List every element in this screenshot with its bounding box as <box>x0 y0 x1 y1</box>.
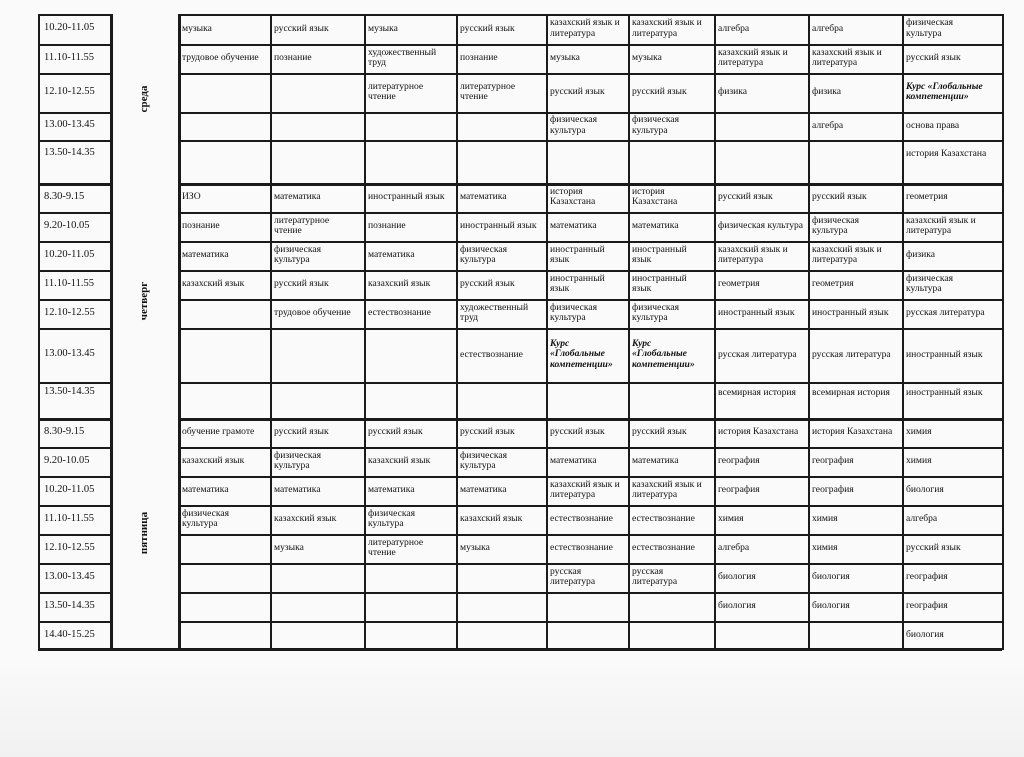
lesson-cell: русская литература <box>718 348 797 360</box>
grid-line <box>178 140 1002 142</box>
lesson-cell: иностранный язык <box>718 307 795 318</box>
lesson-cell: физическая культура <box>906 17 954 39</box>
time-slot: 13.00-13.45 <box>44 570 95 582</box>
lesson-cell: музыка <box>182 22 212 34</box>
time-slot: 11.10-11.55 <box>44 277 94 289</box>
lesson-cell: трудовое обучение <box>182 52 259 63</box>
lesson-cell: обучение грамоте <box>182 426 255 437</box>
lesson-cell: познание <box>182 220 220 231</box>
time-slot: 11.10-11.55 <box>44 512 94 524</box>
lesson-cell: русский язык <box>550 426 605 437</box>
grid-line <box>38 44 110 46</box>
lesson-cell: химия <box>906 426 932 437</box>
grid-line <box>38 563 110 565</box>
lesson-cell: литературное чтение <box>368 536 424 559</box>
grid-line <box>38 382 110 384</box>
lesson-cell: география <box>812 484 854 495</box>
scan-margin <box>0 660 1024 757</box>
lesson-cell: казахский язык <box>368 455 431 466</box>
lesson-cell: Курс «Глобальные компетенции» <box>550 337 613 370</box>
lesson-cell: математика <box>550 220 597 231</box>
lesson-cell: иностранный язык <box>906 348 983 360</box>
grid-line <box>178 476 1002 478</box>
lesson-cell: физическая культура <box>460 449 508 472</box>
lesson-cell: геометрия <box>718 278 760 289</box>
grid-line <box>178 592 1002 594</box>
lesson-cell: литературное чтение <box>460 80 516 103</box>
lesson-cell: казахский язык и литература <box>550 17 620 39</box>
lesson-cell: естествознание <box>460 348 523 360</box>
lesson-cell: физическая культура <box>274 449 322 472</box>
lesson-cell: география <box>906 571 948 582</box>
lesson-cell: казахский язык и литература <box>632 478 702 501</box>
lesson-cell: физическая культура <box>368 507 416 530</box>
time-slot: 10.20-11.05 <box>44 483 95 495</box>
grid-line <box>178 14 1002 16</box>
lesson-cell: география <box>718 484 760 495</box>
lesson-cell: физическая культура <box>906 272 954 295</box>
grid-line <box>364 14 366 650</box>
grid-line <box>38 592 110 594</box>
time-slot: 14.40-15.25 <box>44 628 95 640</box>
lesson-cell: физическая культура <box>550 114 598 136</box>
lesson-cell: физическая культура <box>632 114 680 136</box>
grid-line <box>178 44 1002 46</box>
grid-line <box>38 140 110 142</box>
lesson-cell: русский язык <box>906 52 961 63</box>
lesson-cell: алгебра <box>812 22 844 34</box>
grid-line <box>902 14 904 650</box>
lesson-cell: русский язык <box>274 278 329 289</box>
time-slot: 13.00-13.45 <box>44 348 95 359</box>
lesson-cell: казахский язык и литература <box>812 46 882 69</box>
lesson-cell: математика <box>460 191 507 202</box>
grid-line <box>178 73 1002 75</box>
lesson-cell: математика <box>182 249 229 260</box>
lesson-cell: география <box>718 455 760 466</box>
lesson-cell: казахский язык <box>368 278 431 289</box>
lesson-cell: математика <box>368 484 415 495</box>
time-slot: 10.20-11.05 <box>44 248 95 260</box>
lesson-cell: геометрия <box>812 278 854 289</box>
lesson-cell: физика <box>718 86 748 97</box>
lesson-cell: русская литература <box>906 307 985 318</box>
grid-line <box>628 14 630 650</box>
lesson-cell: художественный труд <box>460 301 529 324</box>
lesson-cell: казахский язык <box>182 455 245 466</box>
lesson-cell: музыка <box>632 52 662 63</box>
lesson-cell: биология <box>812 571 850 582</box>
lesson-cell: основа права <box>906 119 960 131</box>
lesson-cell: история Казахстана <box>632 185 678 208</box>
grid-line <box>546 14 548 650</box>
time-slot: 13.00-13.45 <box>44 119 95 130</box>
lesson-cell: казахский язык и литература <box>718 46 788 69</box>
grid-line <box>178 212 1002 214</box>
lesson-cell: математика <box>274 191 321 202</box>
lesson-cell: русский язык <box>460 278 515 289</box>
time-slot: 12.10-12.55 <box>44 306 95 318</box>
grid-line <box>38 648 1002 651</box>
lesson-cell: музыка <box>460 542 490 553</box>
lesson-cell: музыка <box>274 542 304 553</box>
lesson-cell: всемирная история <box>812 386 890 398</box>
lesson-cell: математика <box>368 249 415 260</box>
lesson-cell: казахский язык и литература <box>550 478 620 501</box>
grid-line <box>110 14 113 650</box>
lesson-cell: биология <box>718 600 756 611</box>
lesson-cell: естествознание <box>632 513 695 524</box>
lesson-cell: география <box>812 455 854 466</box>
lesson-cell: история Казахстана <box>812 426 893 437</box>
time-slot: 13.50-14.35 <box>44 386 95 397</box>
lesson-cell: география <box>906 600 948 611</box>
lesson-cell: математика <box>460 484 507 495</box>
lesson-cell: физическая культура <box>718 220 804 231</box>
lesson-cell: русский язык <box>550 86 605 97</box>
grid-line <box>38 241 110 243</box>
lesson-cell: всемирная история <box>718 386 796 398</box>
lesson-cell: музыка <box>550 52 580 63</box>
lesson-cell: математика <box>632 455 679 466</box>
lesson-cell: математика <box>632 220 679 231</box>
grid-line <box>38 212 110 214</box>
grid-line <box>38 270 110 272</box>
lesson-cell: познание <box>274 52 312 63</box>
lesson-cell: русский язык <box>632 86 687 97</box>
grid-line <box>38 14 40 650</box>
lesson-cell: физическая культура <box>550 301 598 324</box>
lesson-cell: литературное чтение <box>274 214 330 237</box>
lesson-cell: алгебра <box>718 22 750 34</box>
lesson-cell: математика <box>182 484 229 495</box>
grid-line <box>270 14 272 650</box>
lesson-cell: русский язык <box>368 426 423 437</box>
lesson-cell: казахский язык <box>182 278 245 289</box>
lesson-cell: химия <box>812 542 838 553</box>
lesson-cell: казахский язык <box>274 513 337 524</box>
lesson-cell: физика <box>812 86 842 97</box>
lesson-cell: иностранный язык <box>632 272 687 295</box>
grid-line <box>178 418 1002 421</box>
grid-line <box>38 328 110 330</box>
day-label: четверг <box>138 281 150 320</box>
lesson-cell: история Казахстана <box>906 147 987 159</box>
grid-line <box>38 418 110 421</box>
lesson-cell: химия <box>718 513 744 524</box>
lesson-cell: естествознание <box>368 307 431 318</box>
time-slot: 12.10-12.55 <box>44 541 95 553</box>
grid-line <box>178 270 1002 272</box>
grid-line <box>178 563 1002 565</box>
grid-line <box>38 534 110 536</box>
lesson-cell: иностранный язык <box>632 243 687 266</box>
lesson-cell: физика <box>906 249 936 260</box>
lesson-cell: геометрия <box>906 191 948 202</box>
grid-line <box>456 14 458 650</box>
lesson-cell: естествознание <box>550 542 613 553</box>
grid-line <box>178 621 1002 623</box>
lesson-cell: иностранный язык <box>368 191 445 202</box>
lesson-cell: физическая культура <box>182 507 230 530</box>
time-slot: 11.10-11.55 <box>44 51 94 63</box>
lesson-cell: физическая культура <box>812 214 860 237</box>
lesson-cell: иностранный язык <box>812 307 889 318</box>
grid-line <box>38 476 110 478</box>
lesson-cell: алгебра <box>906 513 938 524</box>
lesson-cell: история Казахстана <box>550 185 596 208</box>
lesson-cell: художественный труд <box>368 46 437 69</box>
lesson-cell: казахский язык и литература <box>718 243 788 266</box>
lesson-cell: математика <box>550 455 597 466</box>
lesson-cell: химия <box>812 513 838 524</box>
lesson-cell: иностранный язык <box>460 220 537 231</box>
lesson-cell: русский язык <box>274 22 329 34</box>
grid-line <box>1002 14 1004 650</box>
lesson-cell: биология <box>812 600 850 611</box>
grid-line <box>38 112 110 114</box>
lesson-cell: ИЗО <box>182 191 201 202</box>
lesson-cell: русская литература <box>812 348 891 360</box>
lesson-cell: русский язык <box>906 542 961 553</box>
lesson-cell: биология <box>718 571 756 582</box>
lesson-cell: казахский язык и литература <box>632 17 702 39</box>
lesson-cell: казахский язык и литература <box>906 214 976 237</box>
lesson-cell: трудовое обучение <box>274 307 351 318</box>
lesson-cell: естествознание <box>550 513 613 524</box>
lesson-cell: математика <box>274 484 321 495</box>
grid-line <box>38 299 110 301</box>
grid-line <box>178 328 1002 330</box>
lesson-cell: русский язык <box>274 426 329 437</box>
day-label: пятница <box>138 511 150 555</box>
lesson-cell: русская литература <box>550 565 596 588</box>
grid-line <box>714 14 716 650</box>
grid-line <box>178 382 1002 384</box>
lesson-cell: иностранный язык <box>906 386 983 398</box>
grid-line <box>38 447 110 449</box>
lesson-cell: русская литература <box>632 565 678 588</box>
time-slot: 8.30-9.15 <box>44 425 85 437</box>
lesson-cell: история Казахстана <box>718 426 799 437</box>
lesson-cell: русский язык <box>460 426 515 437</box>
time-slot: 13.50-14.35 <box>44 147 95 158</box>
lesson-cell: физическая культура <box>274 243 322 266</box>
grid-line <box>178 241 1002 243</box>
grid-line <box>178 299 1002 301</box>
time-slot: 12.10-12.55 <box>44 85 95 97</box>
time-slot: 9.20-10.05 <box>44 454 90 466</box>
grid-line <box>178 14 181 650</box>
lesson-cell: литературное чтение <box>368 80 424 103</box>
lesson-cell: русский язык <box>460 22 515 34</box>
lesson-cell: казахский язык <box>460 513 523 524</box>
grid-line <box>178 505 1002 507</box>
lesson-cell: биология <box>906 629 944 640</box>
grid-line <box>38 14 110 16</box>
lesson-cell: Курс «Глобальные компетенции» <box>906 80 983 103</box>
grid-line <box>38 183 110 186</box>
lesson-cell: познание <box>460 52 498 63</box>
time-slot: 8.30-9.15 <box>44 190 85 202</box>
lesson-cell: биология <box>906 484 944 495</box>
time-slot: 10.20-11.05 <box>44 22 95 33</box>
lesson-cell: физическая культура <box>460 243 508 266</box>
grid-line <box>38 621 110 623</box>
grid-line <box>38 73 110 75</box>
lesson-cell: русский язык <box>632 426 687 437</box>
time-slot: 13.50-14.35 <box>44 599 95 611</box>
lesson-cell: алгебра <box>812 119 844 131</box>
day-label: среда <box>138 85 150 112</box>
lesson-cell: химия <box>906 455 932 466</box>
lesson-cell: иностранный язык <box>550 243 605 266</box>
lesson-cell: алгебра <box>718 542 750 553</box>
lesson-cell: казахский язык и литература <box>812 243 882 266</box>
lesson-cell: физическая культура <box>632 301 680 324</box>
lesson-cell: Курс «Глобальные компетенции» <box>632 337 695 370</box>
lesson-cell: музыка <box>368 22 398 34</box>
grid-line <box>178 447 1002 449</box>
time-slot: 9.20-10.05 <box>44 219 90 231</box>
lesson-cell: русский язык <box>718 191 773 202</box>
grid-line <box>808 14 810 650</box>
grid-line <box>178 534 1002 536</box>
lesson-cell: иностранный язык <box>550 272 605 295</box>
lesson-cell: естествознание <box>632 542 695 553</box>
grid-line <box>38 505 110 507</box>
lesson-cell: познание <box>368 220 406 231</box>
lesson-cell: русский язык <box>812 191 867 202</box>
